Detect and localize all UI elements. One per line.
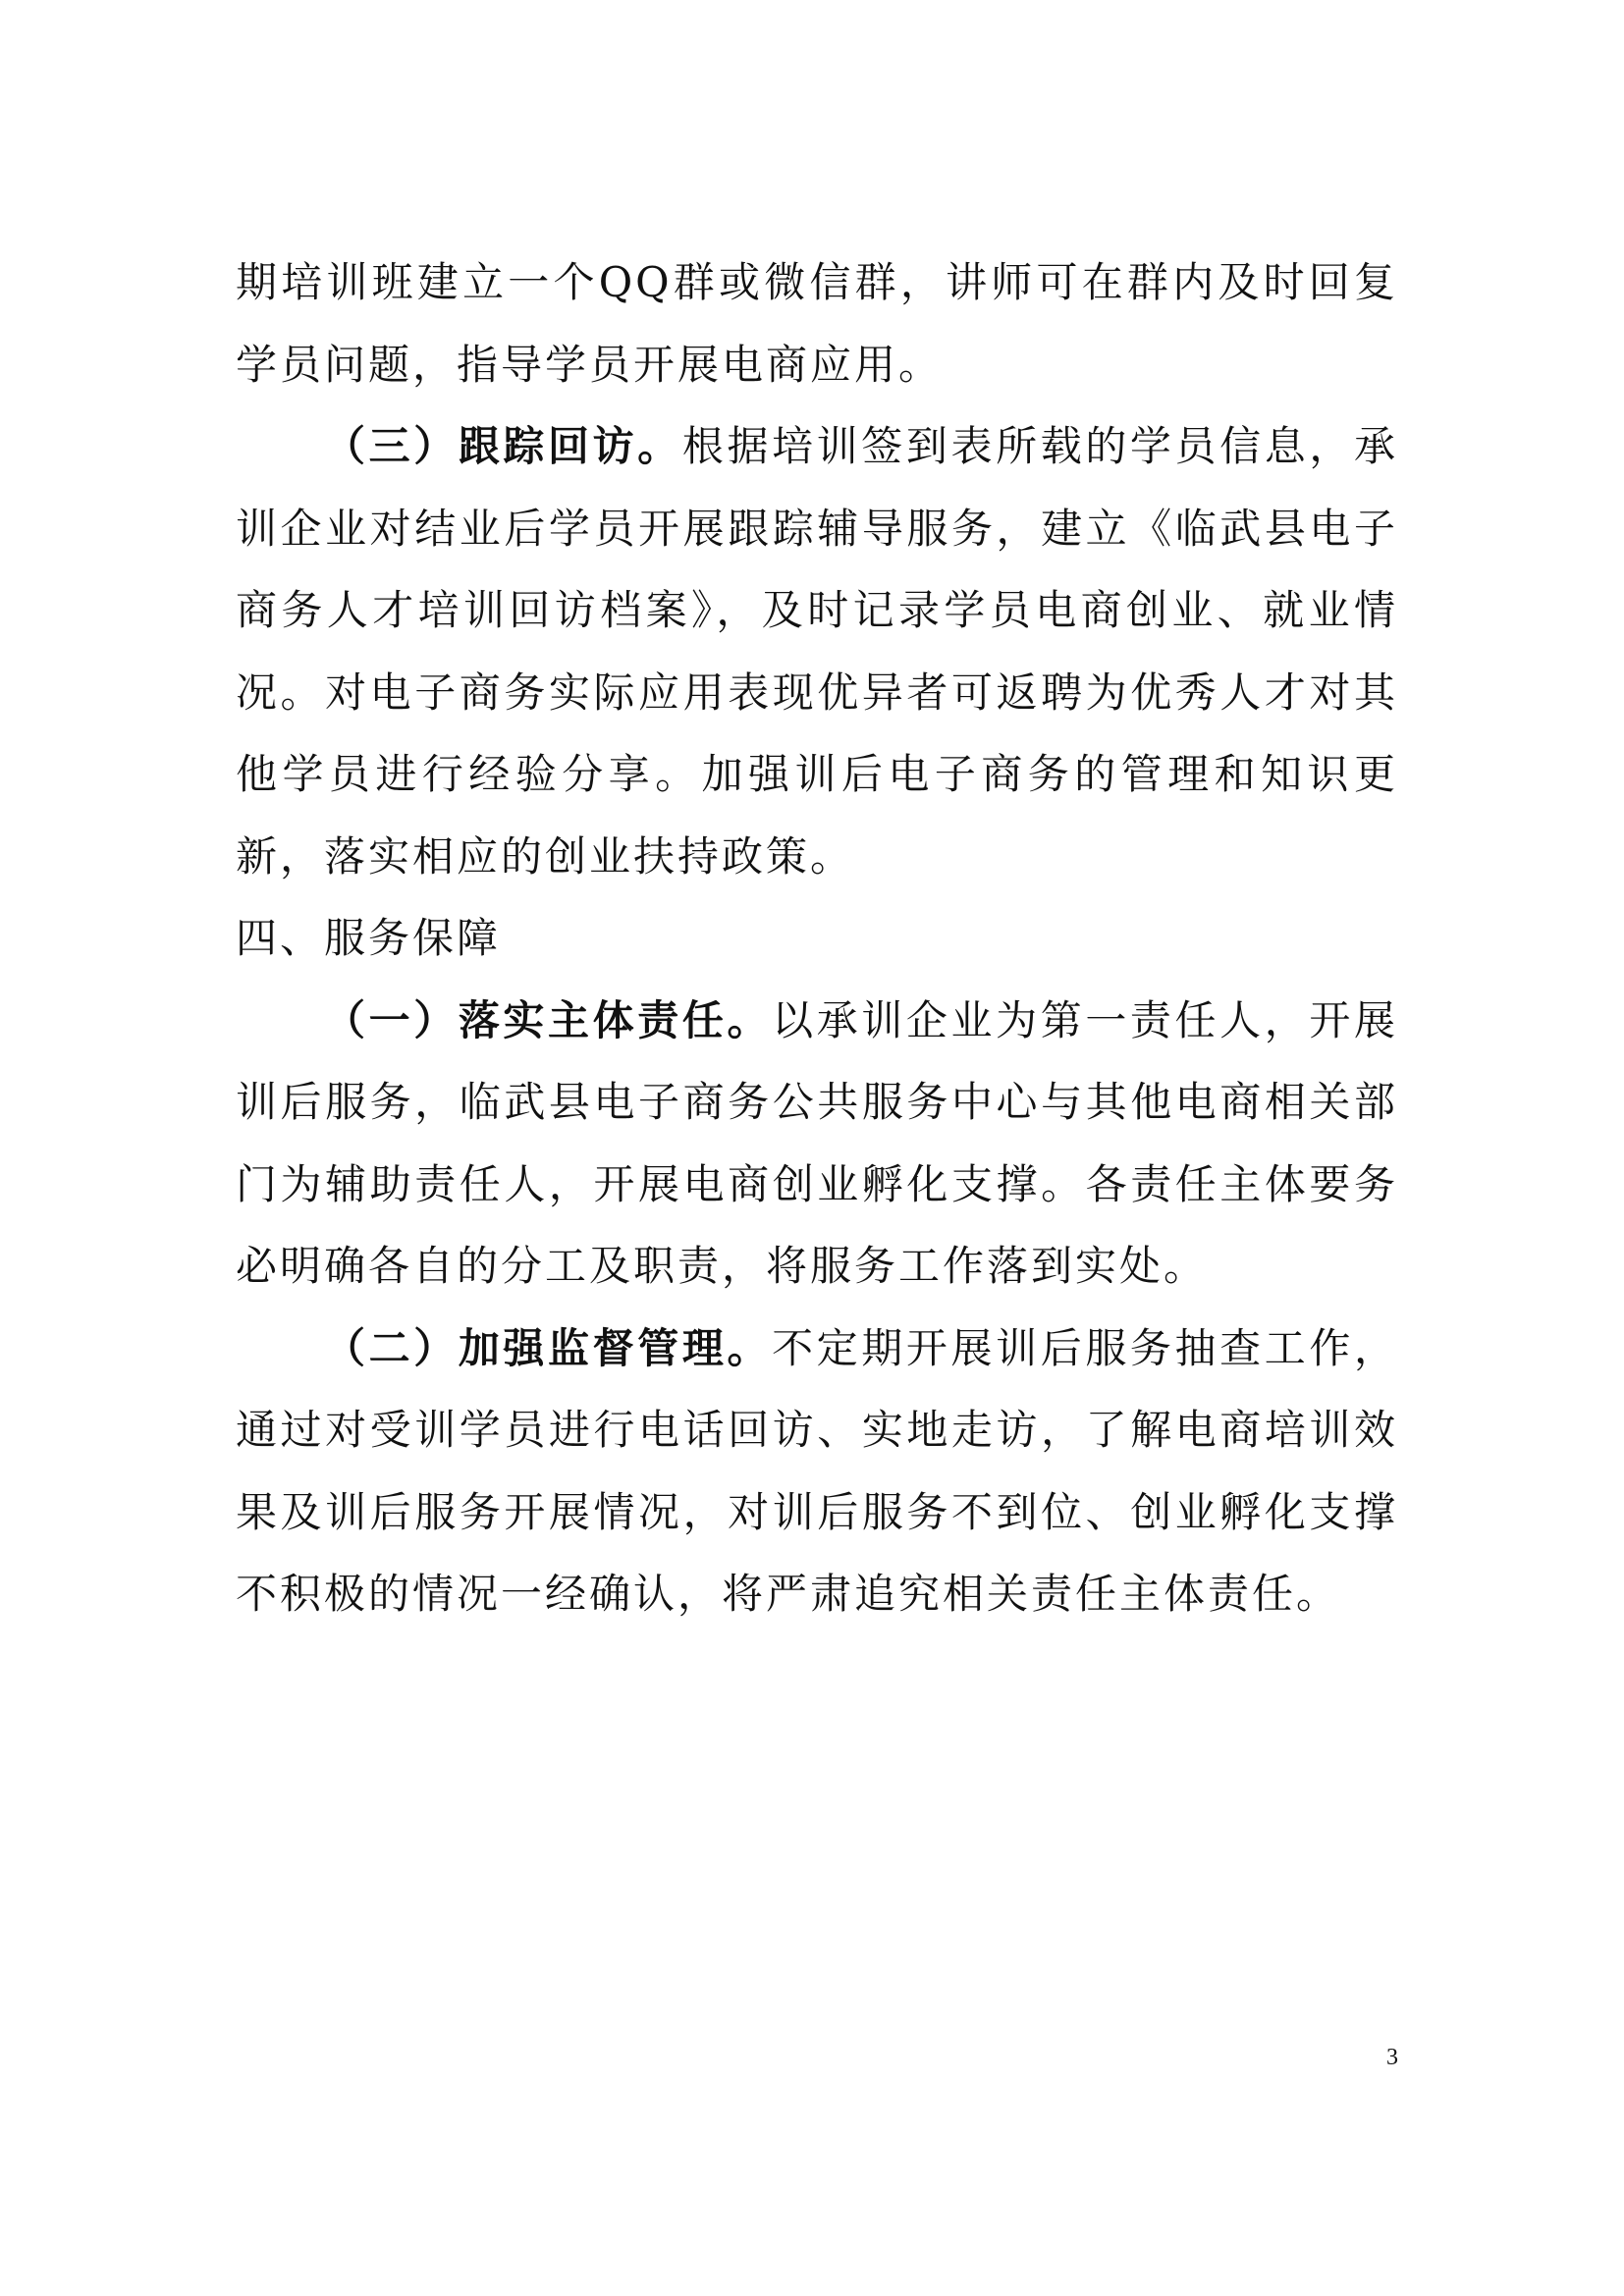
subheading-implement-responsibility: （一）落实主体责任。	[324, 995, 773, 1044]
paragraph-implement-responsibility-text: 以承训企业为第一责任人，开展训后服务，临武县电子商务公共服务中心与其他电商相关部门为辅助责任人，开展电商创业孵化支撑。各责任主体要务必明确各自的分工及职责，将服务工作落到实处。	[236, 995, 1398, 1290]
paragraph-follow-up-visits-text: 根据培训签到表所载的学员信息，承训企业对结业后学员开展跟踪辅导服务，建立《临武县电子商务人才培训回访档案》，及时记录学员电商创业、就业情况。对电子商务实际应用表现优异者可返聘为优秀人才对其他学员进行经验分享。加强训后电子商务的管理和知识更新，落实相应的创业扶持政策。	[236, 422, 1398, 881]
section-heading-service-guarantee: 四、服务保障	[236, 914, 502, 962]
continuation-paragraph: 期培训班建立一个QQ群或微信群，讲师可在群内及时回复学员问题，指导学员开展电商应用。	[236, 258, 1398, 389]
page-number: 3	[1386, 2045, 1398, 2070]
paragraph-implement-responsibility	[236, 980, 1398, 1308]
paragraph-strengthen-supervision-text: 不定期开展训后服务抽查工作，通过对受训学员进行电话回访、实地走访，了解电商培训效果及训后服务开展情况，对训后服务不到位、创业孵化支撑不积极的情况一经确认，将严肃追究相关责任主体责任。	[236, 1323, 1398, 1618]
subheading-strengthen-supervision: （二）加强监督管理。	[324, 1323, 773, 1372]
paragraph-strengthen-supervision	[236, 1308, 1398, 1635]
subheading-follow-up-visits: （三）跟踪回访。	[324, 422, 682, 470]
document-body	[236, 241, 1398, 1635]
paragraph-follow-up-visits	[236, 405, 1398, 897]
